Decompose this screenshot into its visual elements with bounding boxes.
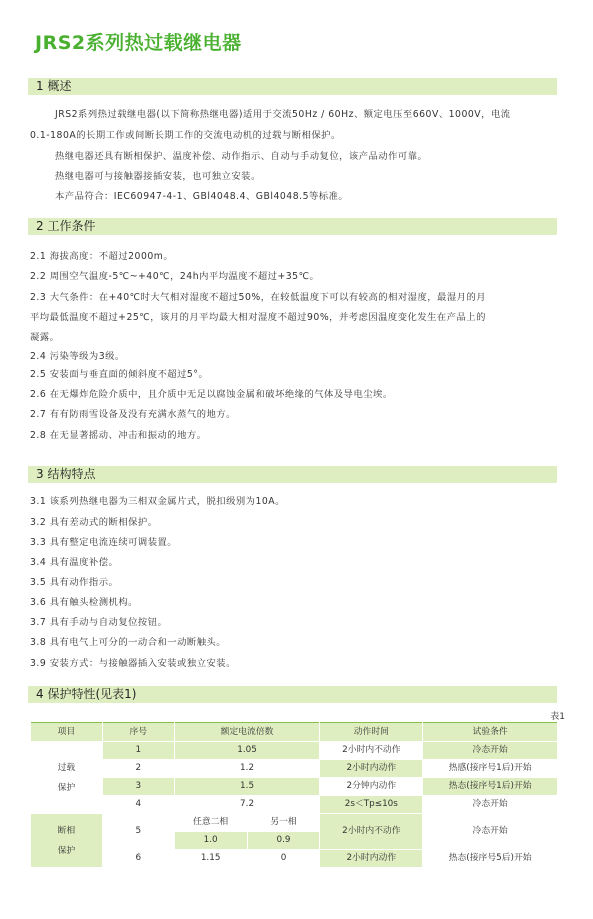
- feature-line-5: 3.5 具有动作指示。: [30, 577, 119, 588]
- table-caption: 表1: [550, 712, 565, 722]
- feature-line-7: 3.7 具有手动与自动复位按钮。: [30, 617, 168, 628]
- table-row: 1.0 0.9: [31, 832, 558, 850]
- table-header-row: [31, 723, 558, 742]
- header-item: 项目: [31, 723, 103, 742]
- feature-line-6: 3.6 具有触头检测机构。: [30, 597, 138, 608]
- overview-line-4: 热继电器可与接触器接插安装，也可独立安装。: [55, 171, 261, 182]
- table-row: 过载 保护 1 1.05 2小时内不动作 冷态开始: [31, 742, 558, 760]
- header-no: 序号: [102, 723, 174, 742]
- overview-line-1: JRS2系列热过载继电器(以下简称热继电器)适用于交流50Hz / 60Hz、额定电压至660V、1000V，电流: [55, 109, 511, 120]
- group-overload: 过载 保护: [31, 742, 103, 814]
- table-row: 4 7.2 2s＜Tp≤10s 冷态开始: [31, 796, 558, 814]
- overview-line-5: 本产品符合：IEC60947-4-1、GBl4048.4、GBl4048.5等标准。: [55, 191, 349, 202]
- condition-line-3: 2.3 大气条件：在+40℃时大气相对湿度不超过50%，在较低温度下可以有较高的相对湿度，最湿月的月: [30, 292, 487, 303]
- feature-line-9: 3.9 安装方式：与接触器插入安装或独立安装。: [30, 658, 236, 669]
- condition-line-7: 2.5 安装面与垂直面的倾斜度不超过5°。: [30, 369, 209, 380]
- feature-line-2: 3.2 具有差动式的断相保护。: [30, 517, 158, 528]
- condition-line-8: 2.6 在无爆炸危险介质中，且介质中无足以腐蚀金属和破坏绝缘的气体及导电尘埃。: [30, 389, 393, 400]
- condition-line-5: 凝露。: [30, 332, 60, 343]
- header-time: 动作时间: [320, 723, 423, 742]
- section-heading-overview: 1 概述: [28, 78, 557, 95]
- protection-table: [30, 722, 558, 868]
- header-condition: 试验条件: [423, 723, 558, 742]
- header-multiple: 额定电流倍数: [174, 723, 320, 742]
- condition-line-6: 2.4 污染等级为3级。: [30, 351, 125, 362]
- condition-line-9: 2.7 有有防雨雪设备及没有充满水蒸气的地方。: [30, 409, 236, 420]
- sub-header-two-phase: 任意二相: [174, 814, 247, 832]
- overview-line-3: 热继电器还具有断相保护、温度补偿、动作指示、自动与手动复位，该产品动作可靠。: [55, 151, 428, 162]
- table-row: 6 1.15 0 2小时内动作 热态(接序号5后)开始: [31, 850, 558, 868]
- table-row: 2 1.2 2小时内动作 热感(接序号1后)开始: [31, 760, 558, 778]
- sub-header-other-phase: 另一相: [247, 814, 320, 832]
- page-title: JRS2系列热过载继电器: [35, 32, 242, 54]
- overview-line-2: 0.1-180A的长期工作或间断长期工作的交流电动机的过载与断相保护。: [30, 130, 341, 141]
- condition-line-4: 平均最低温度不超过+25℃，该月的月平均最大相对湿度不超过90%，并考虑因温度变化发生在产品上的: [30, 312, 486, 323]
- table-row: 断相 保护 5 任意二相 另一相 2小时内不动作 冷态开始: [31, 814, 558, 832]
- feature-line-1: 3.1 该系列热继电器为三相双金属片式，脱扣级别为10A。: [30, 496, 285, 507]
- condition-line-10: 2.8 在无显著摇动、冲击和振动的地方。: [30, 430, 207, 441]
- group-phase-loss: 断相 保护: [31, 814, 103, 868]
- condition-line-1: 2.1 海拔高度：不超过2000m。: [30, 251, 174, 262]
- feature-line-4: 3.4 具有温度补偿。: [30, 557, 119, 568]
- condition-line-2: 2.2 周围空气温度-5℃~+40℃，24h内平均温度不超过+35℃。: [30, 271, 320, 282]
- feature-line-8: 3.8 具有电气上可分的一动合和一动断触头。: [30, 637, 227, 648]
- section-heading-features: 3 结构特点: [28, 466, 557, 483]
- section-heading-protection: 4 保护特性(见表1): [28, 686, 557, 703]
- feature-line-3: 3.3 具有整定电流连续可调装置。: [30, 537, 178, 548]
- table-row: 3 1.5 2分钟内动作 热态(接序号1后)开始: [31, 778, 558, 796]
- section-heading-conditions: 2 工作条件: [28, 218, 557, 235]
